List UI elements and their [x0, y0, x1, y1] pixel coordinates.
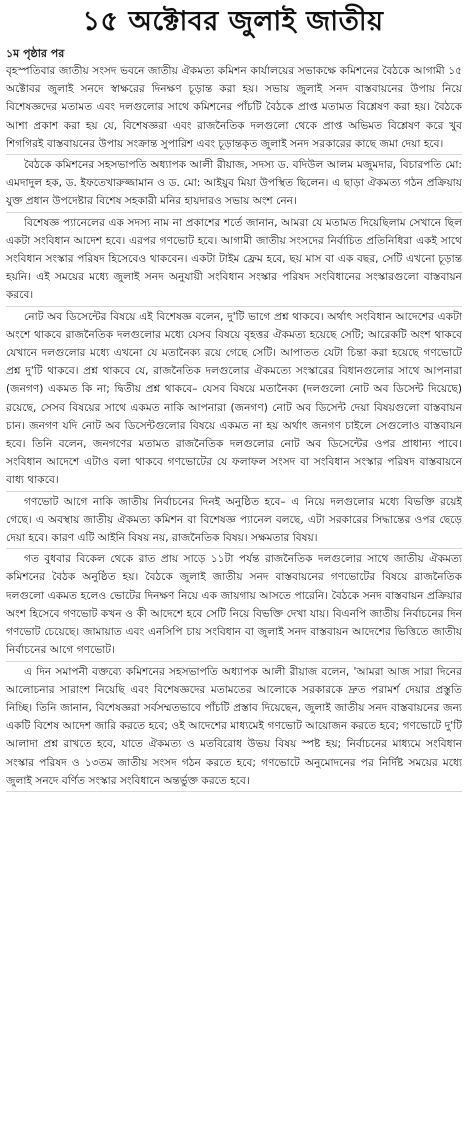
paragraph-7: এ দিন সমাপনী বক্তব্যে কমিশনের সহসভাপতি অধ্যাপক আলী রীয়াজ বলেন, 'আমরা আজ সারা দিনের আলোচনার সারাংশ নিয়েছি এবং বিশেষজ্ঞদের মতামতের আলোকে সরকারকে দ্রুত পরামর্শ দেয়ার প্রস্তুতি নিচ্ছি। তিনি জানান, বিশেষজ্ঞরা সর্বসম্মতভাবে পাঁচটি প্রস্তাব দিয়েছেন, জুলাই জাতীয় সনদ বাস্তবায়নের জন্য একটি বিশেষ আদেশ জারি করতে হবে; ওই আদেশের মাধ্যমেই গণভোট আয়োজন করতে হবে; গণভোটে দু'টি আলাদা প্রশ্ন রাখতে হবে, যাতে ঐকমত্য ও মতবিরোধ উভয় বিষয় স্পষ্ট হয়; নির্বাচনের মাধ্যমে সংবিধান সংস্কার পরিষদ ও ১৩তম জাতীয় সংসদ গঠন করতে হবে; গণভোটে অনুমোদনের পর নির্দিষ্ট সময়ের মধ্যে জুলাই সনদে বর্ণিত সংস্কার সংবিধানে অন্তর্ভুক্ত করতে হবে।	[6, 663, 462, 792]
headline: ১৫ অক্টোবর জুলাই জাতীয়	[82, 6, 384, 37]
paragraph-6: গত বুধবার বিকেল থেকে রাত প্রায় সাড়ে ১১টা পর্যন্ত রাজনৈতিক দলগুলোর সাথে জাতীয় ঐকমত্য কমিশনের বৈঠক অনুষ্ঠিত হয়। বৈঠকে জুলাই জাতীয় সনদ বাস্তবায়নের গণভোটের বিষয়ে রাজনৈতিক দলগুলো একমত হলেও ভোটের দিনক্ষণ নিয়ে এক জায়গায় আসতে পারেনি। বৈঠকে সনদ বাস্তবায়ন প্রক্রিয়ার অংশ হিসেবে গণভোট কখন ও কী আদেশে হবে সেটি নিয়ে বিভক্তি দেখা যায়। বিএনপি জাতীয় নির্বাচনের দিন গণভোট চেয়েছে। জামায়াত এবং এনসিপি চায় সংবিধান বা জুলাই সনদ বাস্তবায়ন আদেশের ভিত্তিতে জাতীয় নির্বাচনের আগে গণভোট।	[6, 550, 462, 661]
continued-from-label: ১ম পৃষ্ঠার পর	[6, 47, 65, 60]
paragraph-1: বৃহস্পতিবার জাতীয় সংসদ ভবনে জাতীয় ঐকমত্য কমিশন কার্যালয়ের সভাকক্ষে কমিশনের বৈঠকে আগামী ১৫ অক্টোবর জুলাই সনদে স্বাক্ষরের দিনক্ষণ চূড়ান্ত করা হয়। সভায় জুলাই সনদ বাস্তবায়নের উপায় নিয়ে বিশেষজ্ঞদের মতামত এবং দলগুলোর সাথে কমিশনের পাঁচটি বৈঠকে প্রাপ্ত মতামত বিশ্লেষণ করা হয়। বৈঠকে আশা প্রকাশ করা হয় যে, বিশেষজ্ঞরা এবং রাজনৈতিক দলগুলো থেকে প্রাপ্ত অভিমত বিশ্লেষণ করে খুব শিগগিরই বাস্তবায়নের উপায় সংক্রান্ত সুপারিশ এবং চূড়ান্তকৃত জুলাই সনদ সরকারের কাছে জমা দেয়া হবে।	[6, 62, 462, 155]
paragraph-3: বিশেষজ্ঞ প্যানেলের এক সদস্য নাম না প্রকাশের শর্তে জানান, আমরা যে মতামত দিয়েছিলাম সেখানে ছিল একটা সংবিধান আদেশ হবে। এরপর গণভোট হবে। আগামী জাতীয় সংসদের নির্বাচিত প্রতিনিধিরা একই সাথে সংবিধান সংস্কার পরিষদ হিসেবেও থাকবেন। একটা টাইম ফ্রেম হবে, ছয় মাস বা এক বছর, সেটি এখনো চূড়ান্ত হয়নি। এই সময়ের মধ্যে জুলাই সনদ অনুযায়ী সংবিধান সংস্কার পরিষদ সংবিধানের সংস্কারগুলো বাস্তবায়ন করবে।	[6, 214, 462, 307]
article-body	[6, 62, 462, 1140]
paragraph-4: নোট অব ডিসেন্টের বিষয়ে এই বিশেষজ্ঞ বলেন, দু'টি ভাগে প্রশ্ন থাকবে। অর্থাৎ সংবিধান আদেশের একটা অংশে থাকবে রাজনৈতিক দলগুলোর মধ্যে যেসব বিষয়ে বৃহত্তর ঐকমত্য হয়েছে সেটি; আরেকটি অংশ থাকবে যেখানে দলগুলোর মধ্যে এখনো যে মতানৈক্য রয়ে গেছে সেটি। আপাতত যেটা চিন্তা করা হয়েছে গণভোটে প্রশ্ন দু'টি থাকবে। প্রশ্ন থাকবে যে, রাজনৈতিক দলগুলোর ঐকমত্যে সংস্কারের বিধানগুলোর সাথে আপনারা (জনগণ) একমত কি না; দ্বিতীয় প্রশ্ন থাকবে– যেসব বিষয়ে মতানৈক্য (দলগুলো নোট অব ডিসেন্ট দিয়েছে) রয়েছে, সেসব বিষয়ের সাথে একমত নাকি আপনারা (জনগণ) নোট অব ডিসেন্ট দেয়া বিষয়গুলো বাস্তবায়ন চান। জনগণ যদি নোট অব ডিসেন্টগুলোর বিষয়ে একমত না হয় অর্থাৎ জনগণ চাইলে সেগুলোও বাস্তবায়ন হবে। তিনি বলেন, জনগণের মতামত রাজনৈতিক দলগুলোর নোট অব ডিসেন্টের ওপর প্রাধান্য পাবে। সংবিধান আদেশে এটাও বলা থাকবে গণভোটের যে ফলাফল সংসদ বা সংবিধান সংস্কার পরিষদ বাস্তবায়নে বাধ্য থাকবে।	[6, 308, 462, 492]
paragraph-2: বৈঠকে কমিশনের সহসভাপতি অধ্যাপক আলী রীয়াজ, সদস্য ড. বদিউল আলম মজুমদার, বিচারপতি মো: এমদাদুল হক, ড. ইফতেখারুজ্জামান ও ড. মো: আইয়ুব মিয়া উপস্থিত ছিলেন। এ ছাড়া ঐকমত্য গঠন প্রক্রিয়ায় যুক্ত প্রধান উপদেষ্টার বিশেষ সহকারী মনির হায়দারও সভায় অংশ নেন।	[6, 156, 462, 213]
paragraph-5: গণভোট আগে নাকি জাতীয় নির্বাচনের দিনই অনুষ্ঠিত হবে– এ নিয়ে দলগুলোর মধ্যে বিভক্তি রয়েই গেছে। এ অবস্থায় জাতীয় ঐকমত্য কমিশন বা বিশেষজ্ঞ প্যানেল বলছে, এটা সরকারের সিদ্ধান্তের ওপর ছেড়ে দেয়া হবে। কারণ এটি আইনি বিষয় নয়, রাজনৈতিক বিষয়। সক্ষমতার বিষয়।	[6, 493, 462, 550]
